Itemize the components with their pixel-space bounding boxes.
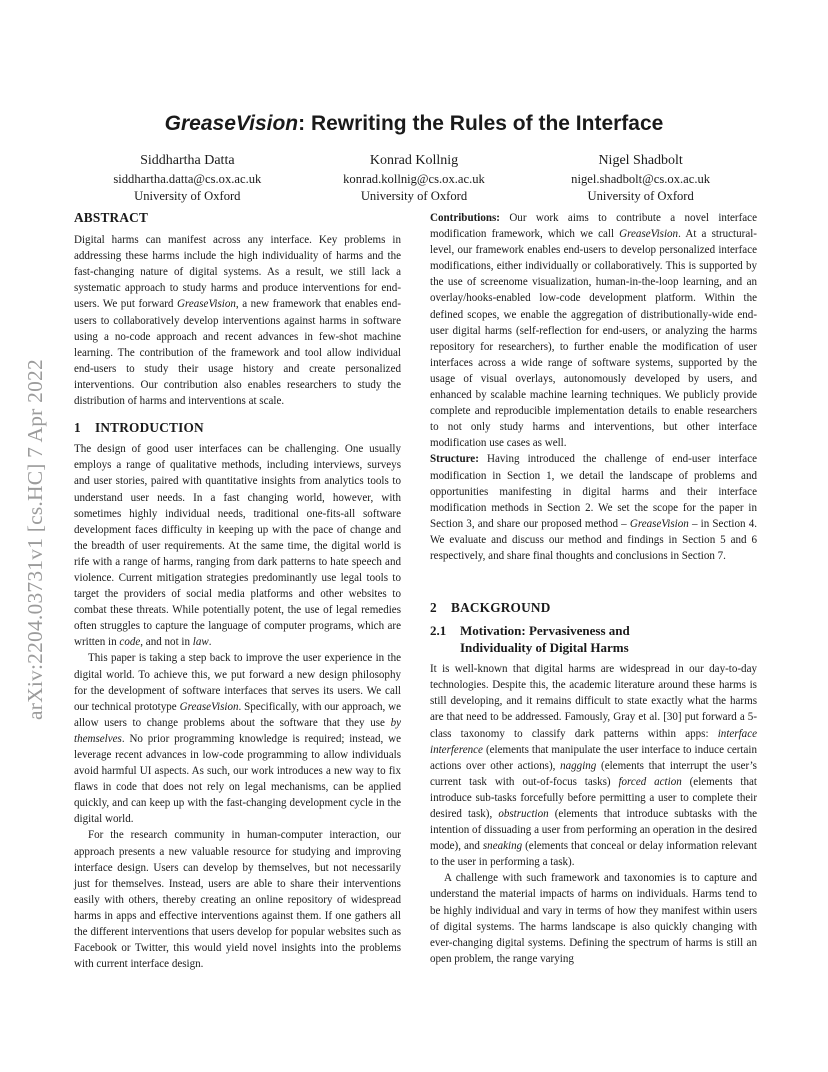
author (82, 151, 292, 205)
paper-title (74, 107, 754, 141)
author-block (74, 151, 754, 205)
subsection-number: 2.1 (430, 623, 447, 639)
author-email: siddhartha.datta@cs.ox.ac.uk (113, 172, 262, 186)
background-paragraph-2: A challenge with such framework and taxonomies is to capture and understand the material impacts of harms on individuals. Harms tend to be highly individual and vary in terms of how they manifest within users of digital systems. The harms landscape is also quickly changing with ever-changing digital systems. Defining the spectrum of harms is still an open problem, the range varying (430, 872, 757, 965)
contributions-label: Contributions: (430, 212, 500, 224)
author-name: Konrad Kollnig (369, 153, 459, 168)
background-paragraph-1: It is well-known that digital harms are widespread in our day-to-day technologies. Despite this, the academic literature around these harms is still developing, and it remains difficult to state exactly what the harms are that need to be addressed. Famously, Gray et al. [30] put forward a 5-class taxonomy to classify dark patterns within apps: interface interference (elements that manipulate the user interface to induce certain actions over other actions), nagging (elements that interrupt the user’s current task with out-of-focus tasks) forced action (elements that introduce sub-tasks forcefully before permitting a user to complete their desired task), obstruction (elements that introduce subtasks with the intention of dissuading a user from performing an operation in the desired mode), and sneaking (elements that conceal or delay information relevant to the user in performing a task). (430, 663, 757, 869)
right-column (430, 210, 757, 1060)
intro-paragraph-3: For the research community in human-computer interaction, our approach presents a new valuable resource for studying and improving interface design. Users can develop by themselves, but not necessarily just for themselves. Instead, users are able to share their interventions easily with others, thereby creating an online repository of widespread harms in apps and effective interventions against them. If one gathers all the different interventions that users develop for popular websites such as Facebook or Twitter, this would yield novel insights into the problems with current interface design. (74, 829, 401, 971)
author (309, 151, 519, 205)
intro-paragraph-2: This paper is taking a step back to improve the user experience in the digital world. To achieve this, we put forward a new design philosophy for the development of software interfaces that serves its users. We call our technical prototype GreaseVision. Specifically, with our approach, we allow users to change problems about the software that they use by themselves. No prior programming knowledge is required; instead, we leverage recent advances in low-code programming to allow individuals avoid harmful UI aspects. As such, our work introduces a new way to fix flaws in code that does not rely on legal mechanisms, can be applied quickly, and can keep up with the fast-changing development cycle in the digital world. (74, 652, 401, 826)
author-name: Nigel Shadbolt (598, 153, 683, 168)
intro-paragraph-1: The design of good user interfaces can be challenging. One usually employs a range of qualitative methods, including interviews, surveys and user stories, paired with quantitative insights from analytics tools to understand user needs. In a fast changing world, however, with sometimes highly individual needs, traditional one-fits-all software development faces difficulty in keeping up with the pace of change and the breadth of user requirements. At the same time, the digital world is rife with a range of harms, ranging from dark patterns to hate speech and violence. Current mitigation strategies predominantly use legal tools to target the providers of social media platforms and other websites to combat these threats. While potentially potent, the use of legal remedies often struggles to capture the language of computer programs, which are written in code, and not in law. (74, 443, 401, 649)
subsection-heading (430, 622, 757, 656)
abstract-text: Digital harms can manifest across any interface. Key problems in addressing these harms include the high individuality of harms and the fast-changing nature of digital systems. As a result, we still lack a systematic approach to study harms and produce interventions for end-users. We put forward GreaseVision, a new framework that enables end-users to collaboratively develop interventions against harms in software using a no-code approach and recent advances in few-shot machine learning. The contribution of the framework and tool allow individual end-users to study their usage history and create personalized interventions. Our contribution also enables researchers to study the distribution of harms and interventions at scale. (74, 234, 401, 408)
section-number: 2 (430, 600, 437, 616)
section-title: BACKGROUND (451, 600, 551, 616)
section-number: 1 (74, 420, 81, 436)
background-heading (430, 600, 757, 616)
arxiv-sidebar (20, 290, 50, 720)
arxiv-identifier: arXiv:2204.03731v1 [cs.HC] 7 Apr 2022 (23, 359, 47, 720)
contributions-paragraph: Contributions: Our work aims to contribute a novel interface modification framework, which we call GreaseVision. At a structural-level, our framework enables end-users to develop personalized interface modifications, either individually or collaboratively. This is supported by the use of screenome visualization, human-in-the-loop learning, and an overlay/hooks-enabled low-code development platform. Within the defined scopes, we enable the aggregation of distributionally-wide end-user digital harms (self-reflection for end-users, or analyzing the harms repository for researchers), to further enable the modification of user interfaces across a wide range of software systems, supported by the usage of visual overlays, autonomously developed by users, and enhanced by scalable machine learning techniques. We publicly provide complete and reproducible implementation details to enable researchers to not only study harms and interventions, but other interface modification use cases as well. (430, 212, 757, 450)
author-email: konrad.kollnig@cs.ox.ac.uk (343, 172, 485, 186)
author (536, 151, 746, 205)
subsection-title-line-1: Motivation: Pervasiveness and (460, 623, 630, 639)
author-affiliation: University of Oxford (360, 189, 468, 203)
author-affiliation: University of Oxford (134, 189, 241, 203)
section-title: INTRODUCTION (95, 420, 204, 436)
left-column (74, 210, 401, 1060)
author-email: nigel.shadbolt@cs.ox.ac.uk (571, 172, 711, 186)
title-rest: : Rewriting the Rules of the Interface (298, 112, 664, 135)
abstract-heading: ABSTRACT (74, 210, 149, 225)
author-affiliation: University of Oxford (587, 189, 694, 203)
structure-label: Structure: (430, 453, 479, 466)
title-name: GreaseVision (164, 112, 299, 135)
subsection-title-line-2: Individuality of Digital Harms (460, 640, 629, 656)
introduction-heading (74, 420, 401, 436)
structure-paragraph: Structure: Having introduced the challenge of end-user interface modification in Section 1, we detail the landscape of problems and opportunities manifesting in digital harms and their interface modification methods in Section 2. We set the scope for the paper in Section 3, and share our proposed method – GreaseVision – in Section 4. We evaluate and discuss our method and findings in Section 5 and 6 respectively, and share final thoughts and conclusions in Section 7. (430, 453, 757, 562)
author-name: Siddhartha Datta (140, 153, 235, 168)
